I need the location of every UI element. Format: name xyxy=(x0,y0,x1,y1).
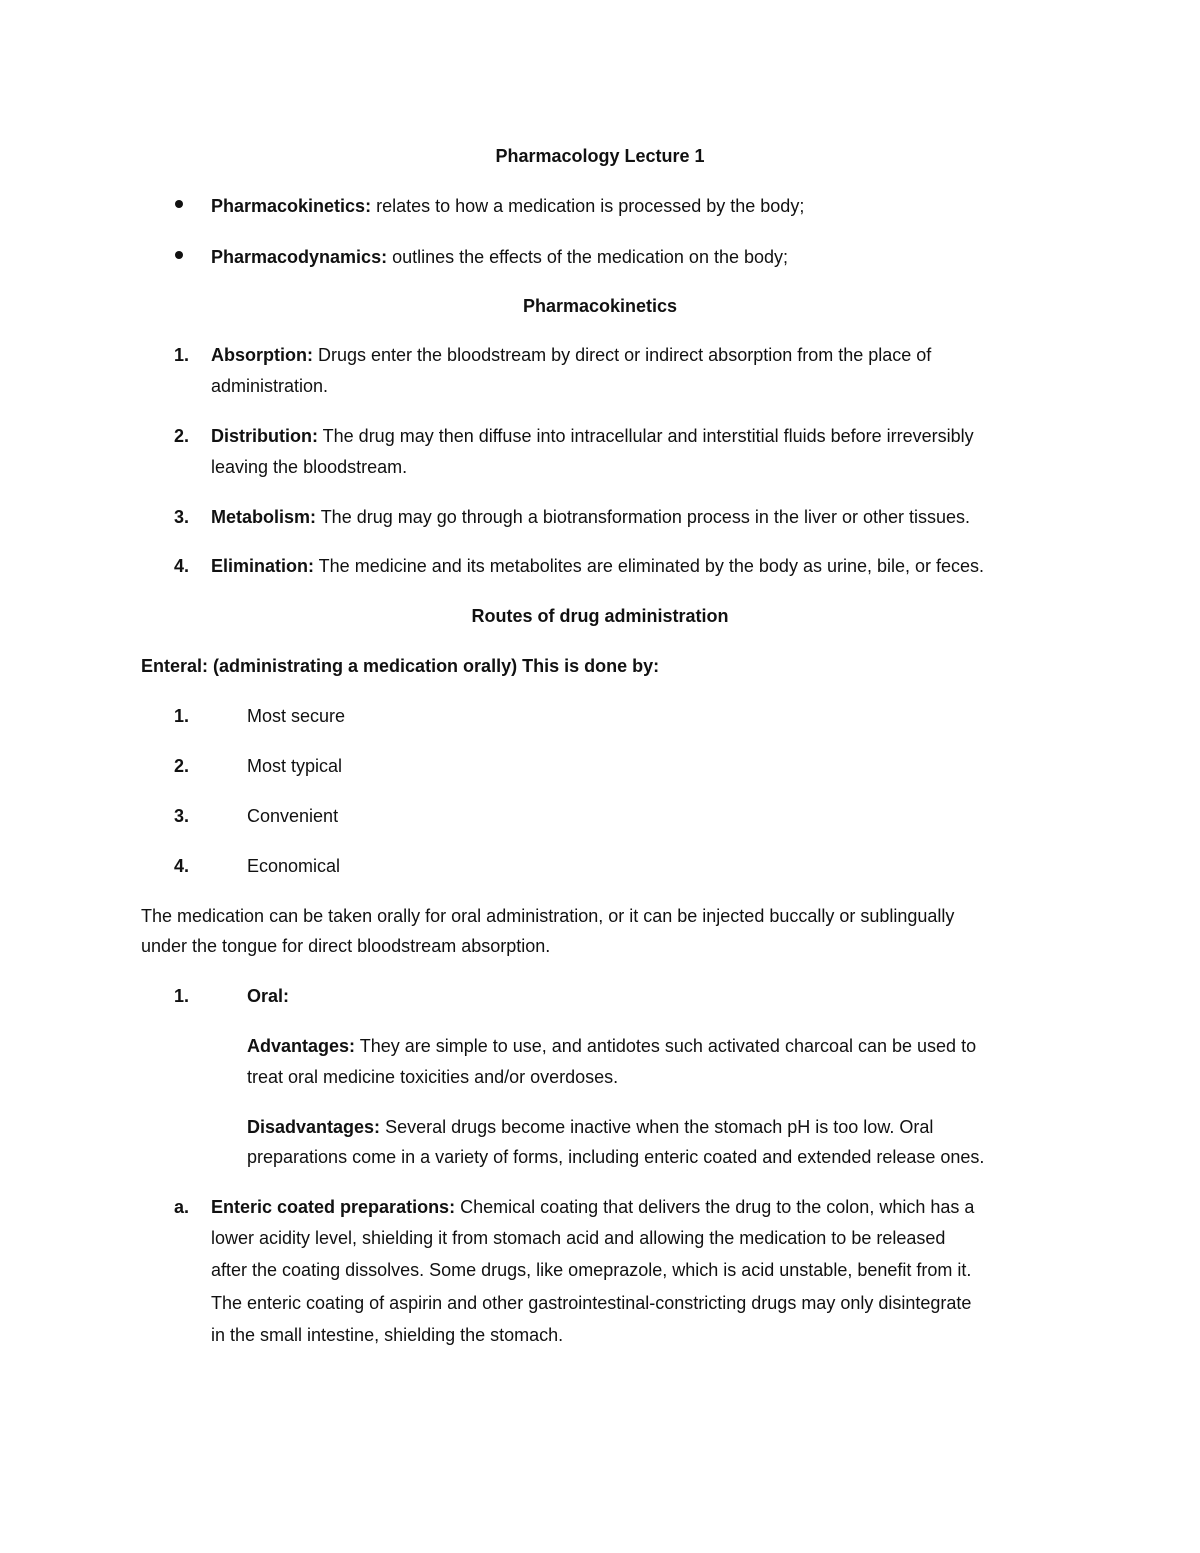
enteric-coated-continuation: in the small intestine, shielding the stomach. xyxy=(211,1325,564,1345)
section-heading-pharmacokinetics: Pharmacokinetics xyxy=(522,296,678,316)
list-item-continuation: leaving the bloodstream. xyxy=(211,457,408,477)
list-item: Economical xyxy=(247,856,341,876)
list-number: 1. xyxy=(174,986,190,1006)
list-number: 1. xyxy=(174,345,190,365)
paragraph-line: under the tongue for direct bloodstream absorption. xyxy=(141,936,551,956)
list-number: 4. xyxy=(174,856,190,876)
paragraph-line: The medication can be taken orally for oral administration, or it can be injected buccally or sublingually xyxy=(141,906,955,926)
document-title: Pharmacology Lecture 1 xyxy=(495,146,705,166)
bullet-pharmacodynamics: Pharmacodynamics: outlines the effects of the medication on the body; xyxy=(211,247,789,267)
list-number: 2. xyxy=(174,426,190,446)
oral-heading: Oral: xyxy=(247,986,290,1006)
list-number: 1. xyxy=(174,706,190,726)
bullet-pharmacokinetics: Pharmacokinetics: relates to how a medication is processed by the body; xyxy=(211,196,805,216)
bullet-dot xyxy=(175,251,183,259)
list-item-metabolism: Metabolism: The drug may go through a biotransformation process in the liver or other tissues. xyxy=(211,507,971,527)
bullet-dot xyxy=(175,200,183,208)
list-item-elimination: Elimination: The medicine and its metabolites are eliminated by the body as urine, bile, or feces. xyxy=(211,556,985,576)
disadvantages-text: Disadvantages: Several drugs become inactive when the stomach pH is too low. Oral xyxy=(247,1117,934,1137)
enteric-coated-continuation: after the coating dissolves. Some drugs, like omeprazole, which is acid unstable, benefit from it. xyxy=(211,1260,972,1280)
list-item-distribution: Distribution: The drug may then diffuse into intracellular and interstitial fluids before irreversibly xyxy=(211,426,974,446)
list-item: Convenient xyxy=(247,806,339,826)
enteric-coated-continuation: lower acidity level, shielding it from stomach acid and allowing the medication to be released xyxy=(211,1228,946,1248)
list-item-absorption: Absorption: Drugs enter the bloodstream by direct or indirect absorption from the place of xyxy=(211,345,932,365)
list-number: 4. xyxy=(174,556,190,576)
list-number: 2. xyxy=(174,756,190,776)
enteral-heading: Enteral: (administrating a medication orally) This is done by: xyxy=(141,656,660,676)
advantages-text: Advantages: They are simple to use, and antidotes such activated charcoal can be used to xyxy=(247,1036,977,1056)
disadvantages-continuation: preparations come in a variety of forms, including enteric coated and extended release ones. xyxy=(247,1147,985,1167)
section-heading-routes: Routes of drug administration xyxy=(471,606,729,626)
list-item-continuation: administration. xyxy=(211,376,329,396)
list-number: 3. xyxy=(174,806,190,826)
advantages-continuation: treat oral medicine toxicities and/or overdoses. xyxy=(247,1067,619,1087)
list-item: Most secure xyxy=(247,706,346,726)
enteric-coated-continuation: The enteric coating of aspirin and other gastrointestinal-constricting drugs may only disintegrate xyxy=(211,1293,972,1313)
list-item: Most typical xyxy=(247,756,343,776)
list-number: 3. xyxy=(174,507,190,527)
list-letter: a. xyxy=(174,1197,190,1217)
enteric-coated-text: Enteric coated preparations: Chemical coating that delivers the drug to the colon, which has a xyxy=(211,1197,975,1217)
